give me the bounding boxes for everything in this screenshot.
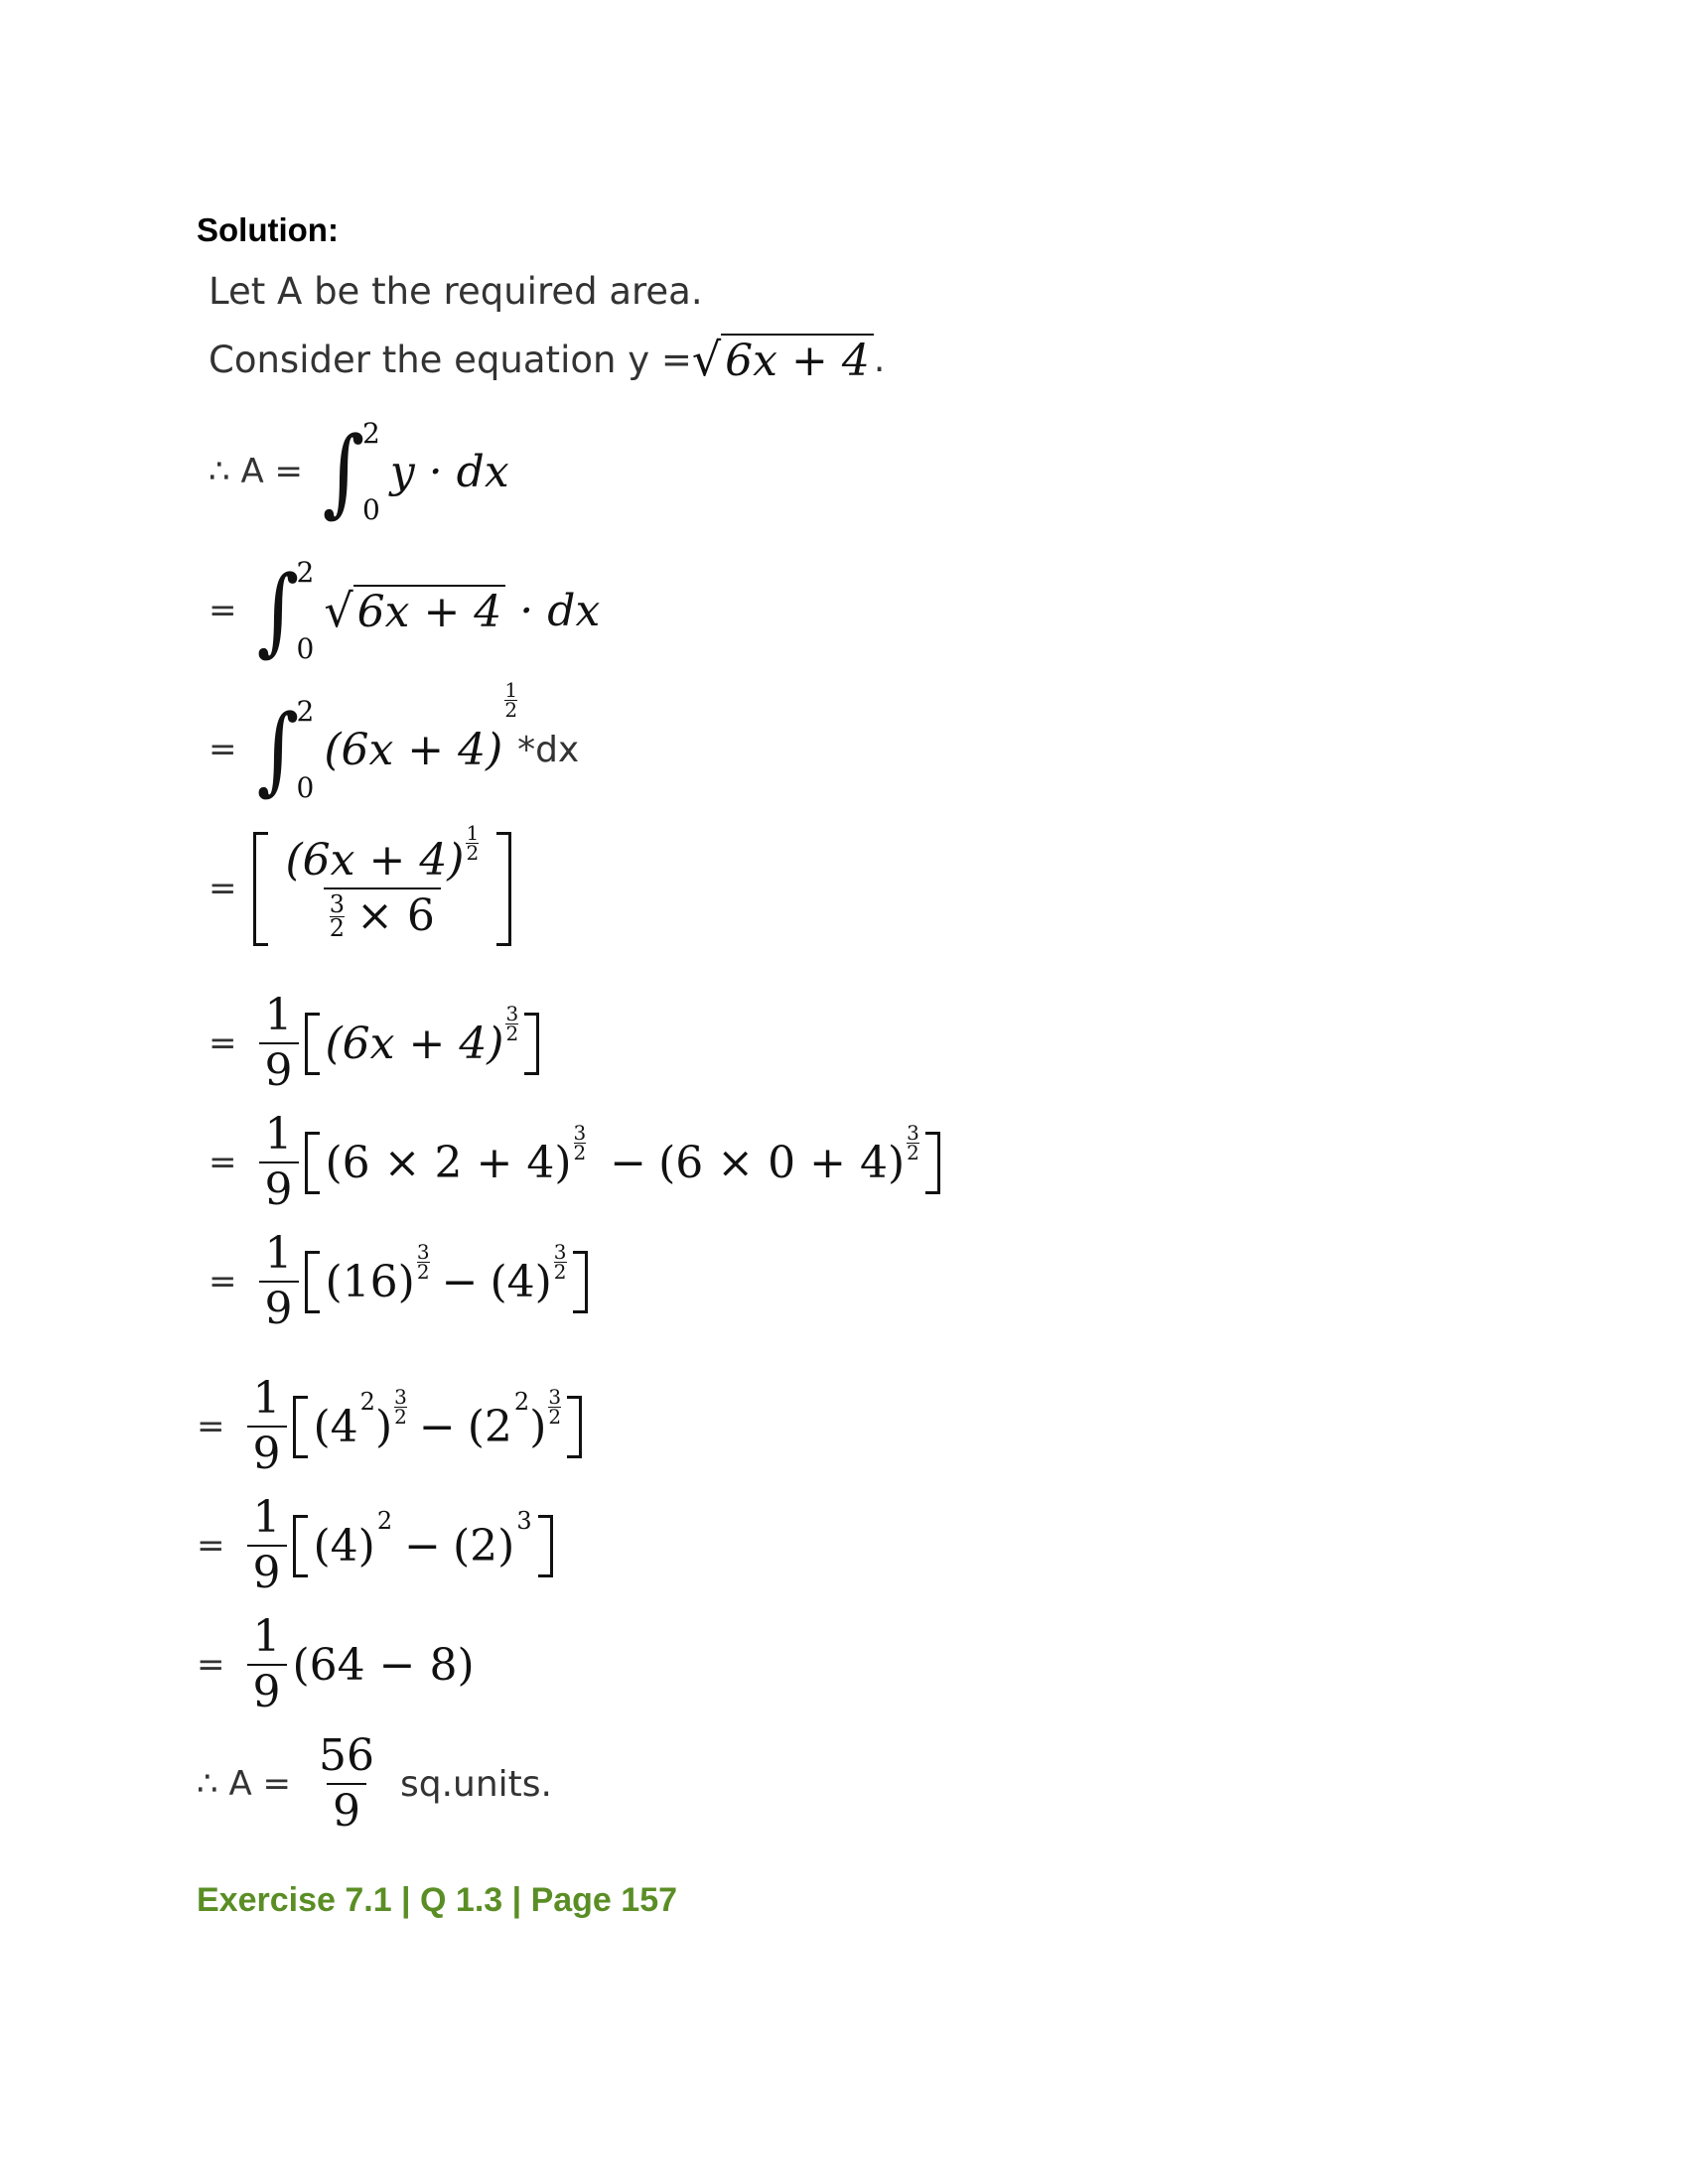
right-bracket-icon: [573, 1251, 588, 1313]
prose-line-required-area: Let A be the required area.: [209, 270, 703, 313]
integral-sign-icon: ∫: [256, 555, 299, 666]
sqrt-radicand: 6x + 4: [353, 585, 506, 637]
exponent-three-halves: $\frac{3}{2}$: [553, 1239, 567, 1284]
step-result: [197, 1730, 552, 1838]
equation-definition: Consider the equation y = √ 6x + 4 .: [209, 333, 886, 386]
left-bracket-icon: [293, 1515, 308, 1577]
integral: [253, 695, 315, 804]
radical-icon: √: [691, 333, 722, 386]
bracket-group: (6 × 2 + 4) $\frac{3}{2}$ − (6 × 0 + 4) $\frac{3}{2}$: [305, 1132, 940, 1194]
integral-sign-icon: ∫: [322, 416, 365, 527]
step-substitution: [209, 1109, 940, 1216]
step-evaluated: [197, 1492, 553, 1599]
equals-sign: =: [209, 1143, 237, 1183]
integral: [319, 417, 380, 526]
exercise-reference[interactable]: Exercise 7.1 | Q 1.3 | Page 157: [197, 1881, 678, 1919]
right-bracket-icon: [524, 1013, 539, 1075]
exponent-three-halves: $\frac{3}{2}$: [416, 1239, 430, 1284]
upper-limit: 2: [296, 695, 315, 728]
sqrt-expression: [692, 333, 874, 386]
left-bracket-icon: [305, 1013, 320, 1075]
left-bracket-icon: [305, 1132, 320, 1194]
one-ninth: $\frac{1}{9}$: [247, 1376, 287, 1477]
fraction: (6x + 4) $\frac{1}{2}$ $\frac{3}{2}$ × 6: [285, 821, 480, 942]
upper-limit: 2: [296, 556, 315, 589]
bracket-group: [253, 821, 512, 946]
step-sqrt-integral: [209, 556, 600, 665]
right-bracket-icon: [496, 832, 511, 946]
equals-sign: =: [197, 1526, 225, 1567]
left-bracket-icon: [305, 1251, 320, 1313]
radical-icon: √: [324, 584, 353, 637]
lower-limit: 0: [296, 771, 315, 804]
exponent-three-halves: $\frac{3}{2}$: [573, 1120, 587, 1164]
bracket-group: (16) $\frac{3}{2}$ − (4) $\frac{3}{2}$: [305, 1251, 588, 1313]
right-bracket-icon: [538, 1515, 553, 1577]
sqrt-radicand: 6x + 4: [721, 334, 874, 386]
step-antiderivative: [209, 821, 511, 946]
step-numeric: [209, 1228, 588, 1335]
dx-text: *dx: [517, 729, 580, 770]
exponent-half: $\frac{1}{2}$: [504, 678, 518, 722]
step-simplified: [209, 990, 539, 1097]
therefore-a-label: ∴ A =: [209, 452, 303, 491]
exponent-three-halves: $\frac{3}{2}$: [505, 1001, 519, 1045]
equals-sign: =: [197, 1645, 225, 1686]
left-bracket-icon: [293, 1396, 308, 1458]
solution-heading: Solution:: [197, 211, 339, 248]
exponent-three-halves: $\frac{3}{2}$: [548, 1384, 562, 1429]
integral-sign-icon: ∫: [256, 694, 299, 805]
one-ninth: $\frac{1}{9}$: [259, 993, 299, 1094]
lower-limit: 0: [362, 493, 380, 526]
bracket-group: (4) 2 − (2) 3: [293, 1515, 553, 1577]
one-ninth: $\frac{1}{9}$: [259, 1231, 299, 1332]
one-ninth: $\frac{1}{9}$: [247, 1495, 287, 1596]
sqrt-expression: [324, 584, 505, 637]
bracket-group: (4 2 ) $\frac{3}{2}$ − (2 2 ) $\frac{3}{2}$: [293, 1396, 583, 1458]
equals-sign: =: [209, 730, 237, 769]
exponent-half: $\frac{1}{2}$: [466, 821, 480, 865]
difference-term: (64 − 8): [292, 1639, 475, 1691]
step-power-integral: [209, 678, 580, 805]
upper-limit: 2: [362, 417, 380, 450]
step-powers: [197, 1373, 582, 1480]
right-bracket-icon: [925, 1132, 940, 1194]
three-halves: $\frac{3}{2}$: [329, 890, 346, 942]
prose-line-consider: Consider the equation y =: [209, 338, 692, 381]
exponent-three-halves: $\frac{3}{2}$: [907, 1120, 919, 1164]
base-term: (6x + 4): [324, 724, 503, 775]
lower-limit: 0: [296, 632, 315, 665]
exponent-three-halves: $\frac{3}{2}$: [394, 1384, 407, 1429]
units-label: sq.units.: [400, 1763, 552, 1805]
left-bracket-icon: [253, 832, 268, 946]
equals-sign: =: [209, 1024, 237, 1064]
equals-sign: =: [209, 1262, 237, 1302]
step-difference: [197, 1611, 475, 1718]
therefore-a-label: ∴ A =: [197, 1764, 291, 1805]
bracket-group: (6x + 4) $\frac{3}{2}$: [305, 1013, 540, 1075]
integral: [253, 556, 315, 665]
right-bracket-icon: [567, 1396, 582, 1458]
equals-sign: =: [209, 869, 237, 909]
integrand: y · dx: [389, 446, 509, 497]
step-area-integral: [209, 417, 509, 526]
one-ninth: $\frac{1}{9}$: [247, 1614, 287, 1715]
result-fraction: $\frac{56}{9}$: [319, 1730, 374, 1838]
equals-sign: =: [197, 1407, 225, 1447]
equals-sign: =: [209, 591, 237, 630]
dx-term: · dx: [505, 585, 601, 636]
one-ninth: $\frac{1}{9}$: [259, 1112, 299, 1213]
